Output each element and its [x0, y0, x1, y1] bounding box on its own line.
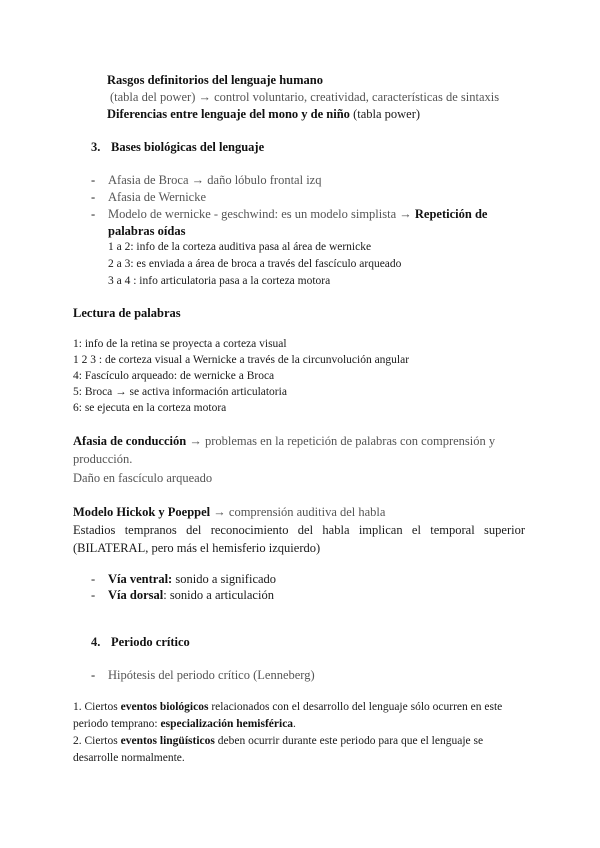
lectura-line-5: 6: se ejecuta en la corteza motora — [73, 402, 227, 414]
hickok-paragraph: Estadios tempranos del reconocimiento del habla implican el temporal superior — [73, 523, 525, 537]
periodo-para-2: 2. Ciertos eventos lingüísticos deben ocurrir durante este periodo para que el lenguaje se — [73, 735, 484, 747]
step-2: 2 a 3: es enviada a área de broca a través del fascículo arqueado — [108, 258, 402, 270]
bullet-dash: - — [91, 173, 96, 187]
lectura-line-3: 4: Fascículo arqueado: de wernicke a Broca — [73, 370, 275, 382]
bullet-dash: - — [91, 207, 96, 221]
rasgos-desc: (tabla del power) → control voluntario, creatividad, características de sintaxis — [110, 90, 500, 104]
bullet-modelo-cont: palabras oídas — [108, 224, 186, 238]
conduccion-note: Daño en fascículo arqueado — [73, 471, 213, 485]
bullet-dash: - — [91, 588, 96, 602]
bullet-dash: - — [91, 190, 96, 204]
periodo-para-1: 1. Ciertos eventos biológicos relacionados con el desarrollo del lenguaje sólo ocurren en este — [73, 701, 503, 713]
section-3-number: 3. — [91, 140, 101, 154]
via-ventral: Vía ventral: sonido a significado — [108, 572, 277, 586]
hickok-paragraph-2: (BILATERAL, pero más el hemisferio izquierdo) — [73, 541, 321, 555]
rasgos-title: Rasgos definitorios del lenguaje humano — [107, 73, 323, 87]
conduccion-line-2: producción. — [73, 452, 133, 466]
bullet-modelo: Modelo de wernicke - geschwind: es un modelo simplista → Repetición de — [108, 207, 488, 221]
bullet-broca: Afasia de Broca → daño lóbulo frontal izq — [108, 173, 322, 187]
periodo-para-2-cont: desarrolle normalmente. — [73, 752, 185, 764]
step-1: 1 a 2: info de la corteza auditiva pasa al área de wernicke — [108, 241, 372, 253]
lectura-line-1: 1: info de la retina se proyecta a corteza visual — [73, 338, 287, 350]
step-3: 3 a 4 : info articulatoria pasa a la corteza motora — [108, 275, 331, 287]
periodo-para-1-cont: periodo temprano: especialización hemisférica. — [73, 718, 296, 730]
lectura-line-4: 5: Broca → se activa información articulatoria — [73, 386, 287, 398]
bullet-wernicke: Afasia de Wernicke — [108, 190, 207, 204]
lectura-line-2: 1 2 3 : de corteza visual a Wernicke a través de la circunvolución angular — [73, 354, 410, 366]
section-4-title: Periodo crítico — [111, 635, 190, 649]
bullet-dash: - — [91, 668, 96, 682]
diferencias-line: Diferencias entre lenguaje del mono y de niño (tabla power) — [107, 107, 421, 121]
conduccion-line: Afasia de conducción → problemas en la repetición de palabras con comprensión y — [73, 434, 496, 448]
lectura-title: Lectura de palabras — [73, 306, 181, 320]
via-dorsal: Vía dorsal: sonido a articulación — [108, 588, 274, 602]
hickok-line: Modelo Hickok y Poeppel → comprensión auditiva del habla — [73, 505, 386, 519]
section-4-number: 4. — [91, 635, 101, 649]
bullet-dash: - — [91, 572, 96, 586]
bullet-hipotesis: Hipótesis del periodo crítico (Lenneberg) — [108, 668, 315, 682]
section-3-title: Bases biológicas del lenguaje — [111, 140, 265, 154]
